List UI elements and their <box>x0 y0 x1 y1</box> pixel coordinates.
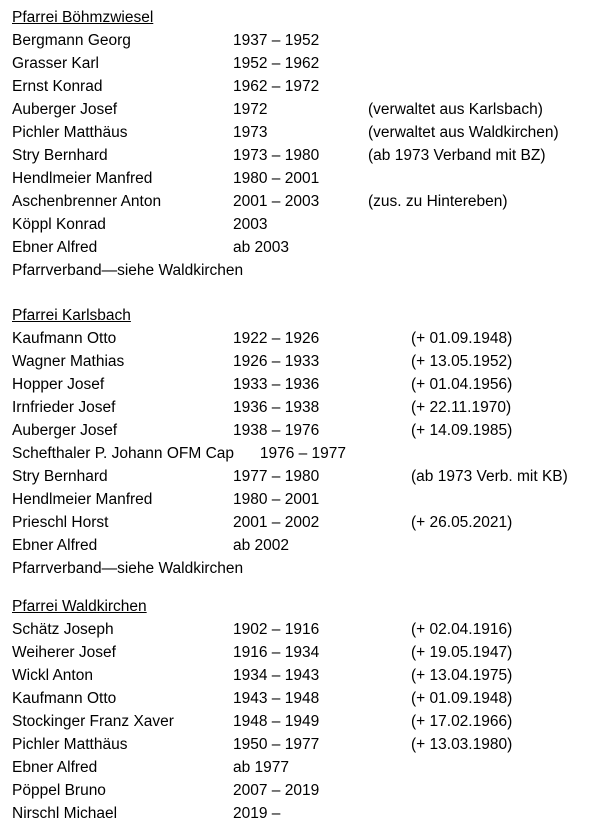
tenure-years: 2003 <box>233 216 268 233</box>
tenure-years: 1977 – 1980 <box>233 468 320 485</box>
tenure-years: 1926 – 1933 <box>233 353 320 370</box>
list-item <box>12 121 602 144</box>
tenure-years: 2019 – <box>233 805 281 822</box>
tenure-years: ab 1977 <box>233 759 290 776</box>
priest-name: Wagner Mathias <box>12 353 125 370</box>
list-item <box>12 213 602 236</box>
remark: (zus. zu Hintereben) <box>368 193 508 210</box>
list-item <box>12 29 602 52</box>
list-item <box>12 756 602 779</box>
priest-name: Stockinger Franz Xaver <box>12 713 174 730</box>
priest-name: Nirschl Michael <box>12 805 118 822</box>
remark: (ab 1973 Verb. mit KB) <box>411 468 568 485</box>
tenure-years: 1934 – 1943 <box>233 667 320 684</box>
list-item <box>12 442 602 465</box>
list-item <box>12 687 602 710</box>
list-item <box>12 641 602 664</box>
priest-name: Ebner Alfred <box>12 239 98 256</box>
section-title: Pfarrei Karlsbach <box>12 307 131 324</box>
list-item <box>12 511 602 534</box>
section-boehmzwiesel <box>12 6 602 282</box>
list-item <box>12 618 602 641</box>
priest-name: Auberger Josef <box>12 101 118 118</box>
priest-name: Ernst Konrad <box>12 78 103 95</box>
tenure-years: ab 2003 <box>233 239 290 256</box>
tenure-years: 1952 – 1962 <box>233 55 320 72</box>
priest-name: Irnfrieder Josef <box>12 399 116 416</box>
section-title: Pfarrei Böhmzwiesel <box>12 9 154 26</box>
priest-name: Stry Bernhard <box>12 468 108 485</box>
remark: (+ 17.02.1966) <box>411 713 513 730</box>
list-item <box>12 144 602 167</box>
tenure-years: 2007 – 2019 <box>233 782 320 799</box>
list-item <box>12 488 602 511</box>
list-item <box>12 802 602 825</box>
tenure-years: 1938 – 1976 <box>233 422 320 439</box>
priest-name: Hopper Josef <box>12 376 105 393</box>
list-item <box>12 167 602 190</box>
list-item <box>12 419 602 442</box>
priest-name: Auberger Josef <box>12 422 118 439</box>
priest-name: Ebner Alfred <box>12 759 98 776</box>
tenure-years: 1950 – 1977 <box>233 736 320 753</box>
remark: (verwaltet aus Waldkirchen) <box>368 124 559 141</box>
list-item <box>12 534 602 557</box>
tenure-years: 1973 – 1980 <box>233 147 320 164</box>
remark: (+ 26.05.2021) <box>411 514 513 531</box>
priest-name: Grasser Karl <box>12 55 99 72</box>
tenure-years: 1962 – 1972 <box>233 78 320 95</box>
tenure-years: 1972 <box>233 101 268 118</box>
list-item <box>12 98 602 121</box>
remark: (+ 01.04.1956) <box>411 376 513 393</box>
list-item <box>12 396 602 419</box>
section-footer: Pfarrverband—siehe Waldkirchen <box>12 262 244 279</box>
remark: (ab 1973 Verband mit BZ) <box>368 147 546 164</box>
tenure-years: 1980 – 2001 <box>233 170 320 187</box>
remark: (+ 01.09.1948) <box>411 690 513 707</box>
list-item <box>12 350 602 373</box>
list-item <box>12 465 602 488</box>
tenure-years: 2001 – 2002 <box>233 514 320 531</box>
list-item <box>12 710 602 733</box>
tenure-years: 1933 – 1936 <box>233 376 320 393</box>
priest-name: Pöppel Bruno <box>12 782 106 799</box>
tenure-years: 1973 <box>233 124 268 141</box>
remark: (+ 14.09.1985) <box>411 422 513 439</box>
remark: (+ 19.05.1947) <box>411 644 513 661</box>
tenure-years: 1948 – 1949 <box>233 713 320 730</box>
tenure-years: 1980 – 2001 <box>233 491 320 508</box>
priest-name: Hendlmeier Manfred <box>12 170 153 187</box>
priest-name: Weiherer Josef <box>12 644 116 661</box>
list-item <box>12 664 602 687</box>
list-item <box>12 52 602 75</box>
list-item <box>12 190 602 213</box>
list-item <box>12 733 602 756</box>
list-item <box>12 779 602 802</box>
special-entry: Schefthaler P. Johann OFM Cap 1976 – 1977 <box>12 445 347 462</box>
priest-name: Kaufmann Otto <box>12 690 117 707</box>
tenure-years: 1922 – 1926 <box>233 330 320 347</box>
tenure-years: 1916 – 1934 <box>233 644 320 661</box>
tenure-years: 1936 – 1938 <box>233 399 320 416</box>
section-title: Pfarrei Waldkirchen <box>12 598 147 615</box>
tenure-years: 2001 – 2003 <box>233 193 320 210</box>
list-item <box>12 327 602 350</box>
priest-name: Schätz Joseph <box>12 621 114 638</box>
tenure-years: 1902 – 1916 <box>233 621 320 638</box>
section-karlsbach <box>12 304 602 580</box>
priest-name: Pichler Matthäus <box>12 124 128 141</box>
list-item <box>12 75 602 98</box>
priest-name: Kaufmann Otto <box>12 330 117 347</box>
priest-name: Aschenbrenner Anton <box>12 193 162 210</box>
remark: (+ 13.04.1975) <box>411 667 513 684</box>
priest-name: Ebner Alfred <box>12 537 98 554</box>
priest-name: Wickl Anton <box>12 667 93 684</box>
remark: (+ 01.09.1948) <box>411 330 513 347</box>
remark: (verwaltet aus Karlsbach) <box>368 101 543 118</box>
tenure-years: 1943 – 1948 <box>233 690 320 707</box>
priest-name: Pichler Matthäus <box>12 736 128 753</box>
list-item <box>12 236 602 259</box>
remark: (+ 13.05.1952) <box>411 353 513 370</box>
section-waldkirchen <box>12 595 602 825</box>
section-footer: Pfarrverband—siehe Waldkirchen <box>12 560 244 577</box>
priest-name: Köppl Konrad <box>12 216 106 233</box>
remark: (+ 22.11.1970) <box>411 399 512 416</box>
priest-name: Bergmann Georg <box>12 32 131 49</box>
priest-name: Hendlmeier Manfred <box>12 491 153 508</box>
tenure-years: 1937 – 1952 <box>233 32 320 49</box>
tenure-years: ab 2002 <box>233 537 290 554</box>
remark: (+ 02.04.1916) <box>411 621 513 638</box>
remark: (+ 13.03.1980) <box>411 736 513 753</box>
priest-name: Prieschl Horst <box>12 514 109 531</box>
list-item <box>12 373 602 396</box>
priest-name: Stry Bernhard <box>12 147 108 164</box>
